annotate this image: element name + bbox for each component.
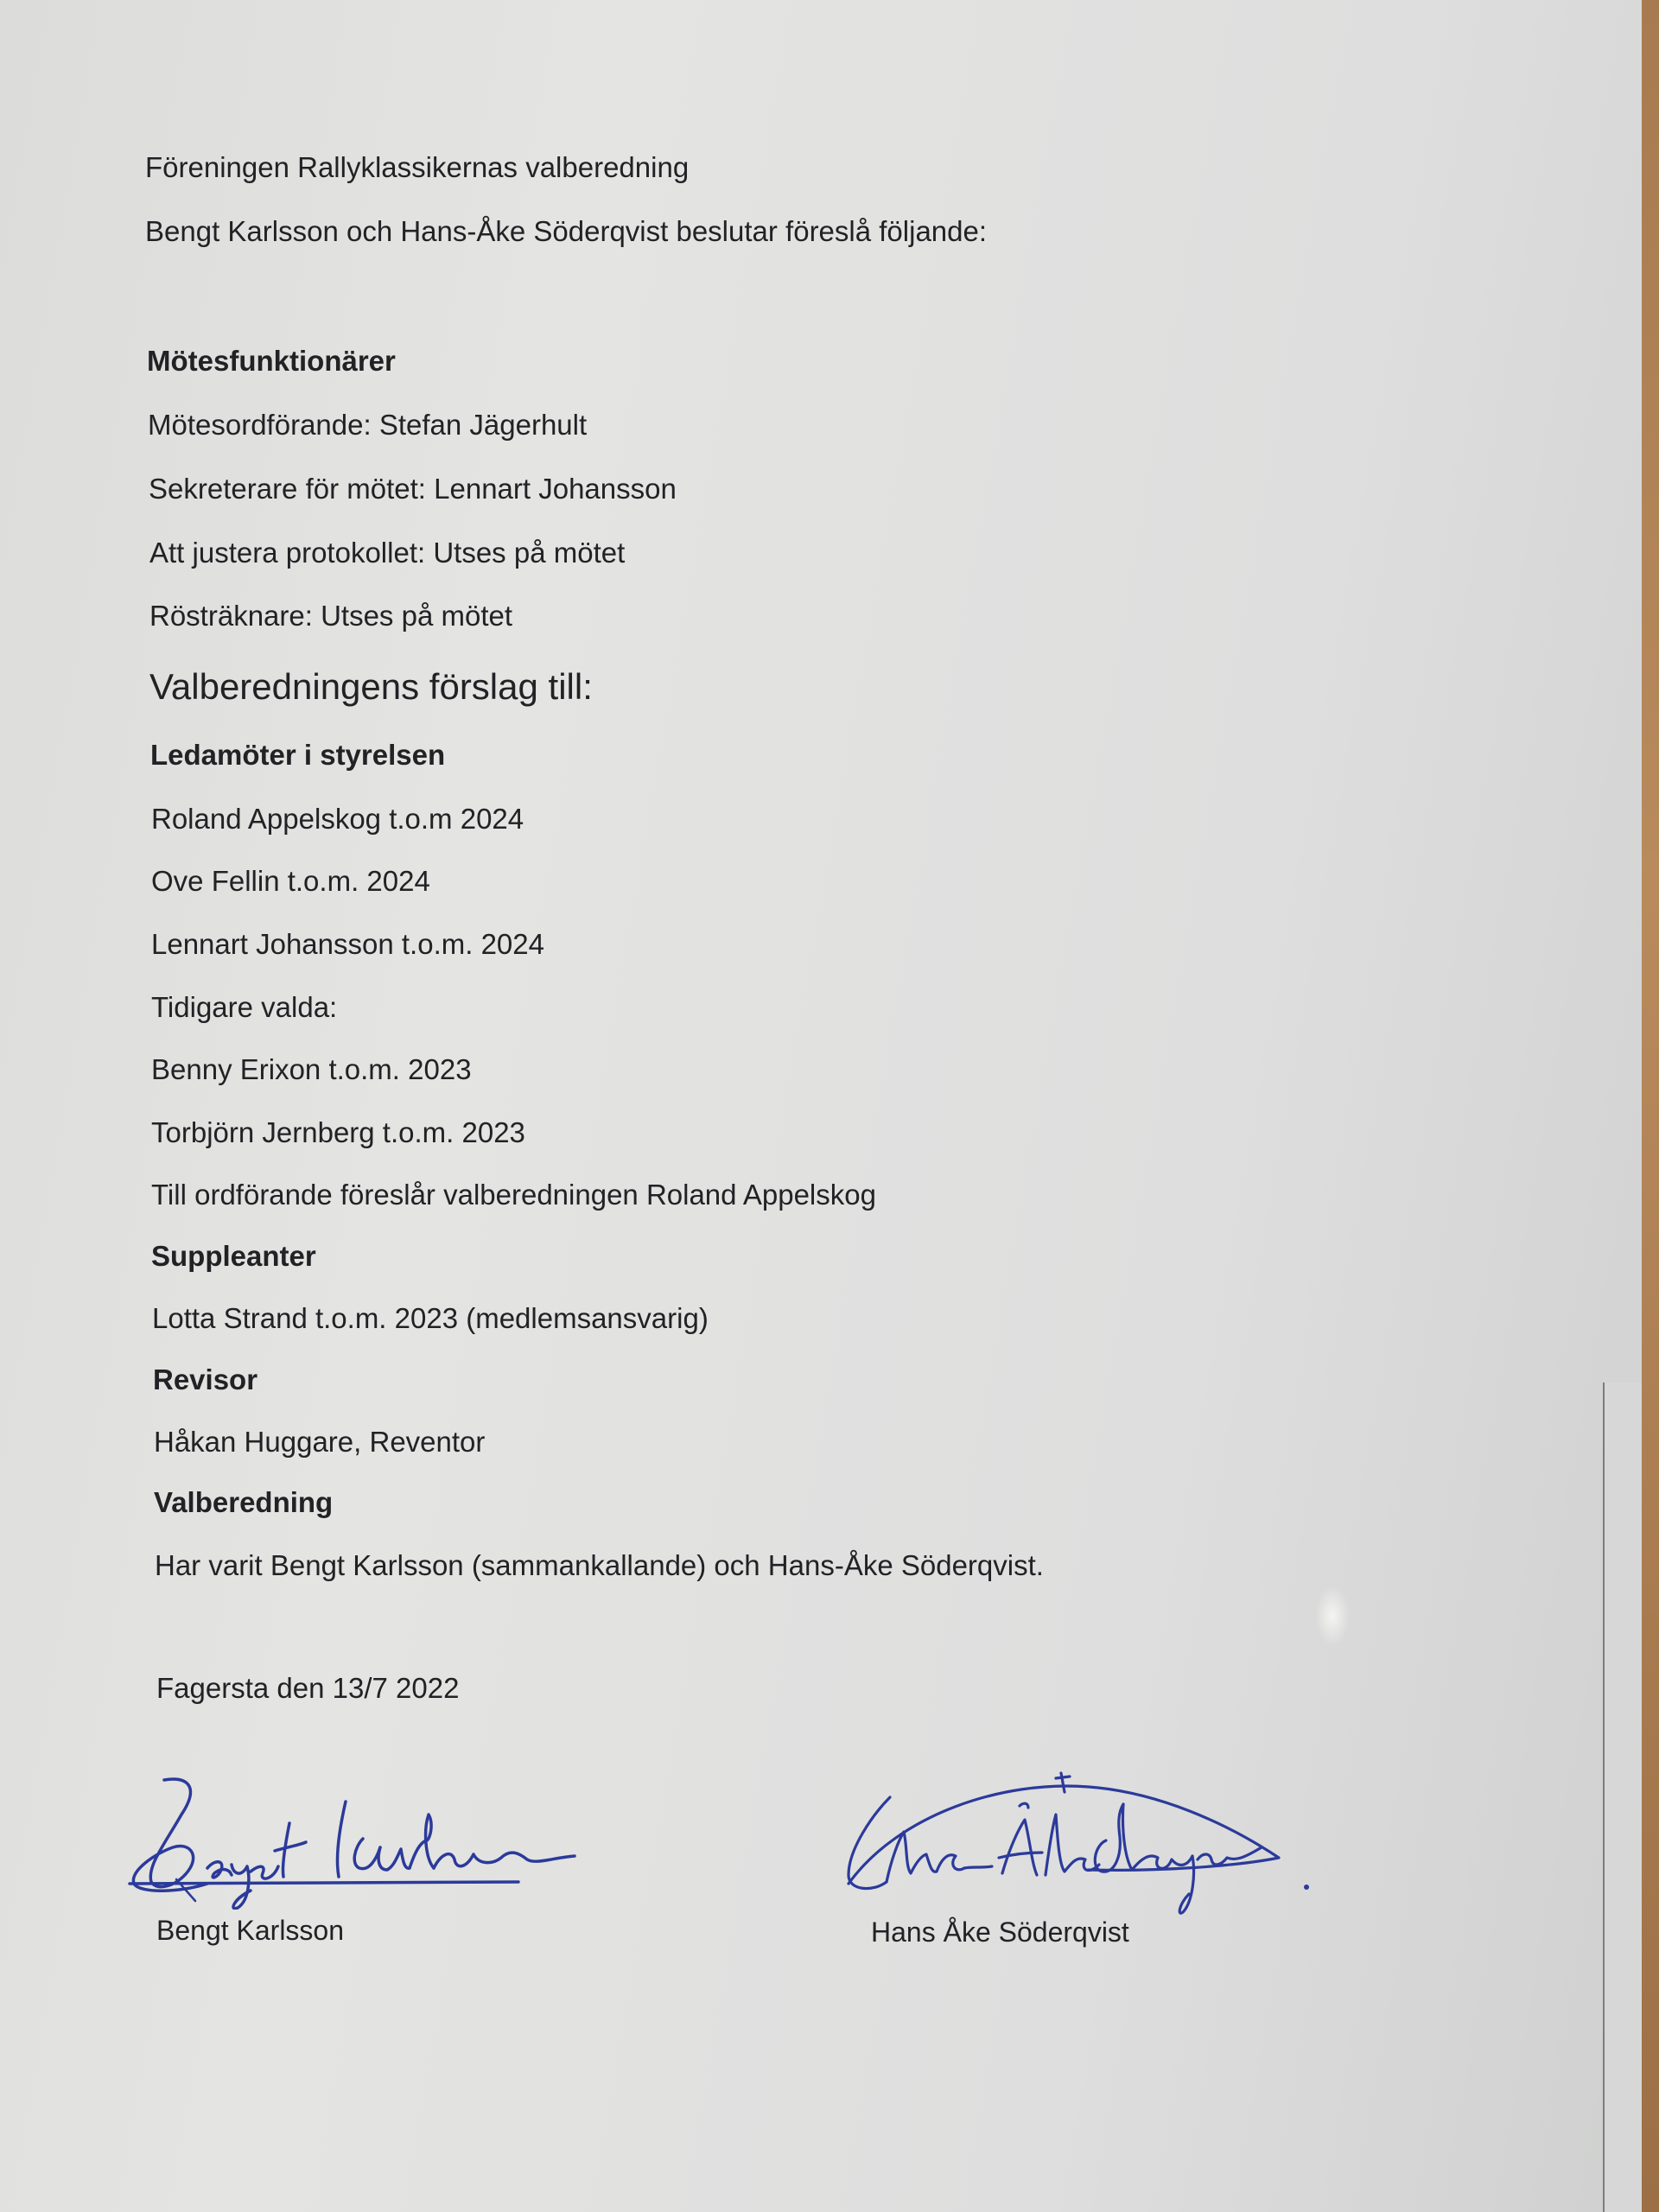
auditor-heading: Revisor bbox=[153, 1363, 258, 1395]
signature-right-name: Hans Åke Söderqvist bbox=[871, 1916, 1129, 1948]
meeting-chair: Mötesordförande: Stefan Jägerhult bbox=[148, 409, 588, 441]
signature-left-name: Bengt Karlsson bbox=[156, 1915, 345, 1946]
deputy: Lotta Strand t.o.m. 2023 (medlemsansvarig) bbox=[152, 1302, 709, 1334]
underlying-sheet bbox=[1603, 1382, 1643, 2212]
board-member: Ove Fellin t.o.m. 2024 bbox=[151, 865, 430, 897]
board-heading: Ledamöter i styrelsen bbox=[150, 739, 446, 771]
intro-text: Bengt Karlsson och Hans-Åke Söderqvist beslutar föreslå följande: bbox=[145, 215, 988, 247]
proposal-heading: Valberedningens förslag till: bbox=[149, 666, 593, 707]
signature-right bbox=[830, 1763, 1313, 1936]
earlier-member: Torbjörn Jernberg t.o.m. 2023 bbox=[151, 1116, 525, 1148]
deputies-heading: Suppleanter bbox=[151, 1240, 316, 1272]
nomination-text: Har varit Bengt Karlsson (sammankallande) och Hans-Åke Söderqvist. bbox=[155, 1549, 1044, 1581]
org-title: Föreningen Rallyklassikernas valberedning bbox=[145, 151, 690, 183]
meeting-counters: Rösträknare: Utses på mötet bbox=[149, 600, 513, 632]
meeting-secretary: Sekreterare för mötet: Lennart Johansson bbox=[149, 473, 677, 505]
earlier-member: Benny Erixon t.o.m. 2023 bbox=[151, 1053, 472, 1085]
chair-proposal: Till ordförande föreslår valberedningen Roland Appelskog bbox=[151, 1179, 876, 1211]
board-member: Roland Appelskog t.o.m 2024 bbox=[151, 803, 524, 835]
table-edge bbox=[1642, 0, 1659, 2212]
earlier-label: Tidigare valda: bbox=[151, 991, 338, 1023]
paper-crease bbox=[1315, 1586, 1350, 1646]
place-date: Fagersta den 13/7 2022 bbox=[156, 1672, 460, 1704]
board-member: Lennart Johansson t.o.m. 2024 bbox=[151, 928, 544, 960]
meeting-adjust: Att justera protokollet: Utses på mötet bbox=[149, 537, 626, 569]
nomination-heading: Valberedning bbox=[154, 1486, 334, 1518]
auditor: Håkan Huggare, Reventor bbox=[154, 1426, 486, 1458]
meeting-heading: Mötesfunktionärer bbox=[147, 345, 396, 377]
signature-left bbox=[112, 1763, 631, 1910]
